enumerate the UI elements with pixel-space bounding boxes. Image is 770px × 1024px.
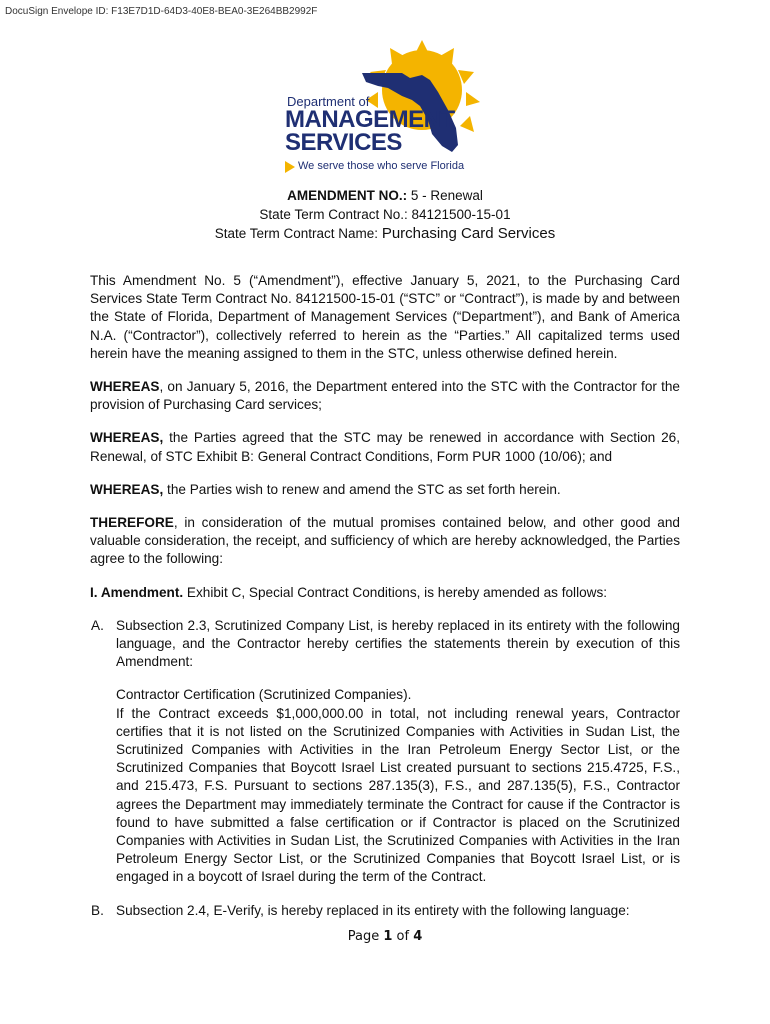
whereas-paragraph-2 <box>90 429 680 465</box>
document-heading <box>0 186 770 243</box>
dms-logo <box>282 40 482 180</box>
page-word: Page <box>347 929 384 944</box>
logo-management: MANAGEMENT <box>285 106 455 133</box>
contract-name-value: Purchasing Card Services <box>381 225 556 242</box>
section-i-heading <box>90 584 680 602</box>
whereas-paragraph-1 <box>90 378 680 414</box>
logo-services: SERVICES <box>285 129 402 156</box>
subsection-a-label: A. <box>91 617 104 633</box>
subsection-b <box>91 902 680 920</box>
amendment-value: 5 - Renewal <box>407 188 483 203</box>
logo-department-of: Department of <box>287 94 370 109</box>
whereas-1-label: WHEREAS <box>90 379 160 395</box>
docusign-envelope-id: DocuSign Envelope ID: F13E7D1D-64D3-40E8-BEA0-3E264BB2992F <box>5 6 318 17</box>
logo-tagline: We serve those who serve Florida <box>298 160 465 172</box>
amendment-label: AMENDMENT NO.: <box>287 188 408 203</box>
amendment-number-line <box>0 186 770 205</box>
of-word: of <box>392 929 414 944</box>
contract-number-value: 84121500-15-01 <box>411 207 511 222</box>
contractor-certification <box>116 686 680 886</box>
contract-name-line <box>0 224 770 243</box>
whereas-paragraph-3 <box>90 481 680 499</box>
certification-text: If the Contract exceeds $1,000,000.00 in total, not including renewal years, Contractor certifies that it is not listed on the Scrutinized Companies with Activities in Sudan List, the Scrutinized Companies with Activities in the Iran Petroleum Energy Sector List, or the Scrutinized Companies that Boycott Israel List created pursuant to sections 215.4725, F.S., and 215.473, F.S. Pursuant to sections 287.135(3), F.S., and 287.135(5), F.S., Contractor agrees the Department may immediately terminate the Contract for cause if the Contractor is found to have submitted a false certification or if Contractor is placed on the Scrutinized Companies with Activities in Sudan List, the Scrutinized Companies with Activities in the Iran Petroleum Energy Sector List, or the Scrutinized Companies that Boycott Israel List, or is engaged in a boycott of Israel during the term of the Contract. <box>116 705 680 885</box>
intro-paragraph: This Amendment No. 5 (“Amendment”), effective January 5, 2021, to the Purchasing Card Services State Term Contract No. 84121500-15-01 (“STC” or “Contract”), is made by and between the State of Florida, Department of Management Services (“Department”), and Bank of America N.A. (“Contractor”), collectively referred to herein as the “Parties.” All capitalized terms used herein have the meaning assigned to them in the STC, unless otherwise defined herein. <box>90 273 680 361</box>
whereas-3-text: the Parties wish to renew and amend the STC as set forth herein. <box>163 481 561 497</box>
tagline-arrow-icon <box>285 161 295 173</box>
section-i-label: I. Amendment. <box>90 584 184 600</box>
contract-number-label: State Term Contract No.: <box>259 207 412 222</box>
page-footer <box>0 929 770 944</box>
page-number: 1 <box>383 929 393 944</box>
contract-name-label: State Term Contract Name: <box>214 226 382 241</box>
certification-title: Contractor Certification (Scrutinized Companies). <box>116 687 412 703</box>
section-i-text: Exhibit C, Special Contract Conditions, is hereby amended as follows: <box>183 584 608 600</box>
subsection-a-text: Subsection 2.3, Scrutinized Company List, is hereby replaced in its entirety with the following language, and the Contractor hereby certifies the statements therein by execution of this Amendment: <box>116 617 680 670</box>
page-total: 4 <box>413 929 423 944</box>
logo-management-services <box>285 108 455 154</box>
whereas-2-text: the Parties agreed that the STC may be renewed in accordance with Section 26, Renewal, of STC Exhibit B: General Contract Conditions, Form PUR 1000 (10/06); and <box>90 430 680 464</box>
subsection-b-label: B. <box>91 902 104 918</box>
subsection-b-text: Subsection 2.4, E-Verify, is hereby replaced in its entirety with the following language: <box>116 902 630 918</box>
whereas-3-label: WHEREAS, <box>90 481 164 497</box>
subsection-a <box>91 617 680 887</box>
document-body <box>90 272 680 935</box>
therefore-paragraph <box>90 514 680 569</box>
whereas-2-label: WHEREAS, <box>90 430 164 446</box>
therefore-label: THEREFORE <box>90 515 174 531</box>
contract-number-line <box>0 205 770 224</box>
therefore-text: , in consideration of the mutual promises contained below, and other good and valuable consideration, the receipt, and sufficiency of which are hereby acknowledged, the Parties agree to the following: <box>90 515 680 567</box>
whereas-1-text: , on January 5, 2016, the Department entered into the STC with the Contractor for the provision of Purchasing Card services; <box>90 379 680 413</box>
